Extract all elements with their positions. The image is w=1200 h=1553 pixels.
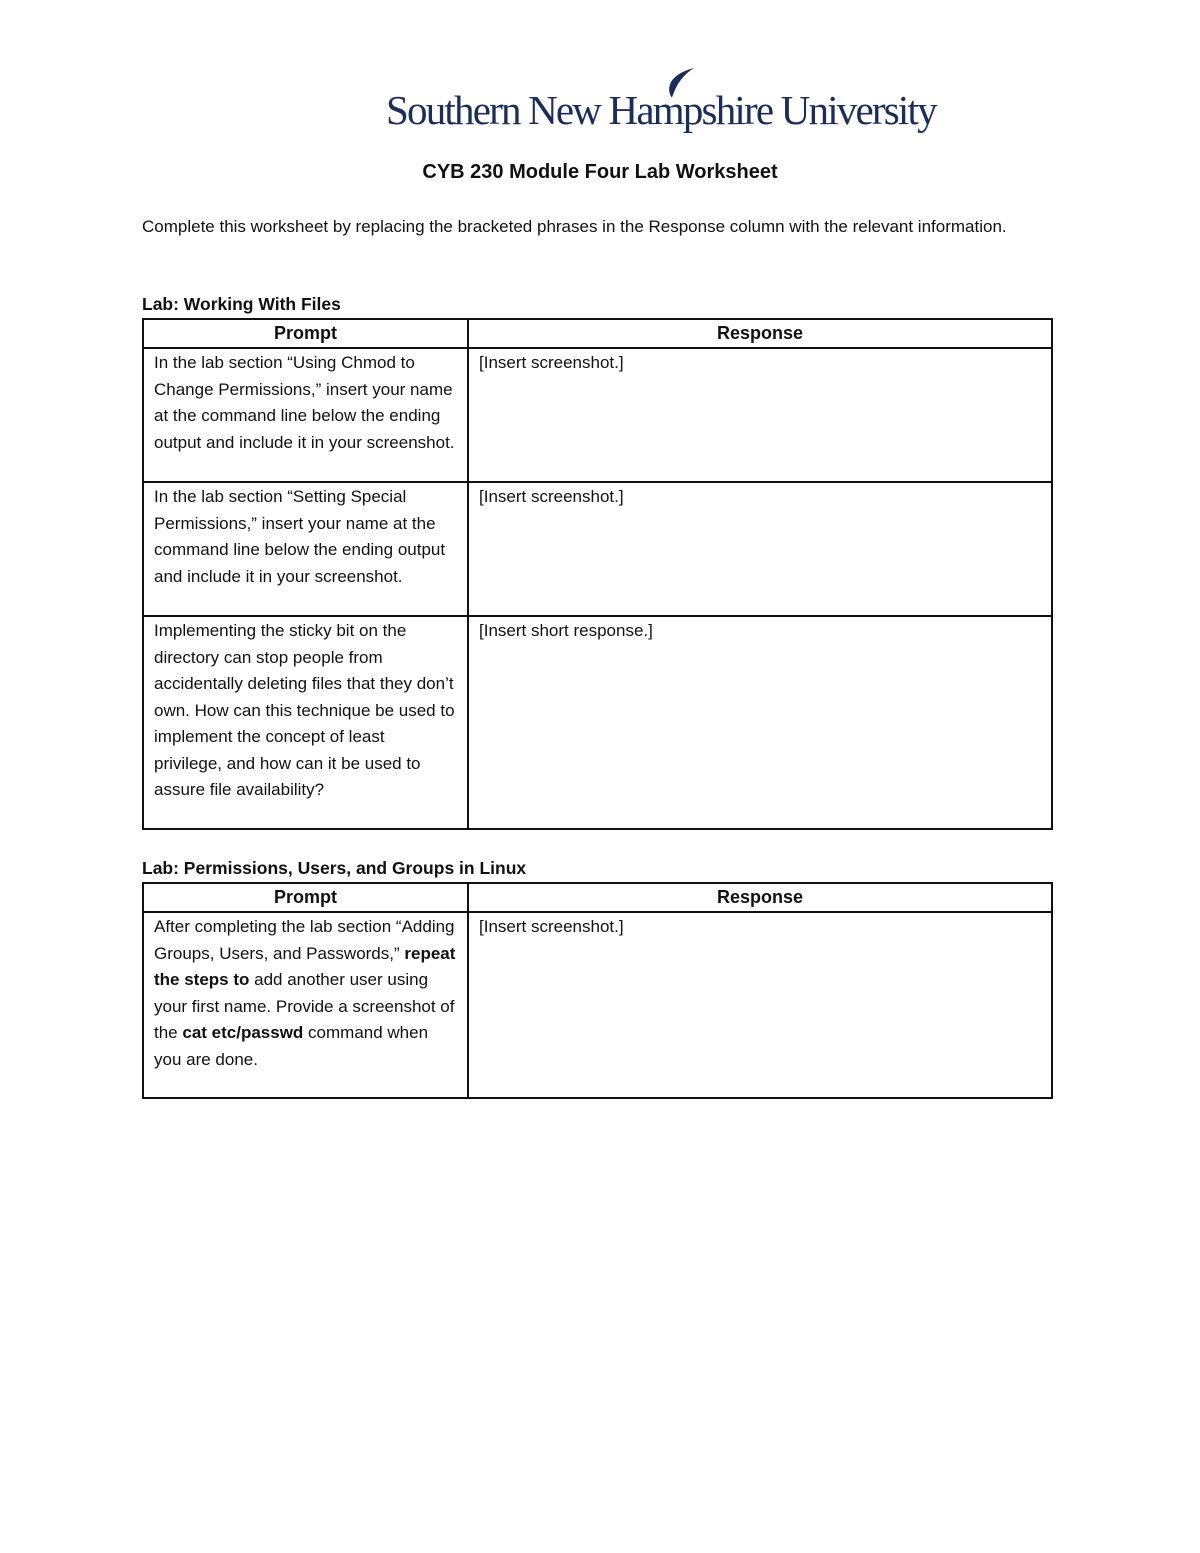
university-logo xyxy=(386,66,936,140)
section-heading-working-with-files: Lab: Working With Files xyxy=(142,294,341,314)
table-header-row xyxy=(143,883,1052,912)
command-text: cat etc/passwd xyxy=(182,1023,304,1042)
response-cell[interactable]: [Insert screenshot.] xyxy=(468,348,1052,482)
table-header-row xyxy=(143,319,1052,348)
column-header-prompt: Prompt xyxy=(143,883,468,912)
response-cell[interactable]: [Insert screenshot.] xyxy=(468,482,1052,616)
prompt-cell: In the lab section “Using Chmod to Change Permissions,” insert your name at the command line below the ending output and include it in your screenshot. xyxy=(143,348,468,482)
prompt-cell xyxy=(143,912,468,1098)
table-row xyxy=(143,482,1052,616)
table-row xyxy=(143,912,1052,1098)
logo-wordmark: Southern New Hampshire University xyxy=(386,87,936,133)
column-header-response: Response xyxy=(468,319,1052,348)
prompt-text: After completing the lab section “Adding Groups, Users, and Passwords,” xyxy=(154,917,455,963)
column-header-prompt: Prompt xyxy=(143,319,468,348)
working-with-files-table xyxy=(142,318,1053,830)
permissions-users-groups-table xyxy=(142,882,1053,1099)
response-cell[interactable]: [Insert screenshot.] xyxy=(468,912,1052,1098)
prompt-text: command when you are done. xyxy=(154,1023,429,1069)
prompt-cell: In the lab section “Setting Special Permissions,” insert your name at the command line below the ending output and include it in your screenshot. xyxy=(143,482,468,616)
instructions-text: Complete this worksheet by replacing the bracketed phrases in the Response column with the relevant information. xyxy=(142,217,1007,236)
prompt-cell: Implementing the sticky bit on the directory can stop people from accidentally deleting files that they don’t own. How can this technique be used to implement the concept of least privilege, and how can it be used to assure file availability? xyxy=(143,616,468,829)
page-title: CYB 230 Module Four Lab Worksheet xyxy=(422,161,778,183)
response-cell[interactable]: [Insert short response.] xyxy=(468,616,1052,829)
prompt-emphasis: repeat the steps to xyxy=(154,943,456,989)
prompt-text: add another user using your first name. Provide a screenshot of the xyxy=(154,970,455,1042)
table-row xyxy=(143,348,1052,482)
table-row xyxy=(143,616,1052,829)
section-heading-permissions-users-groups: Lab: Permissions, Users, and Groups in Linux xyxy=(142,858,527,878)
column-header-response: Response xyxy=(468,883,1052,912)
